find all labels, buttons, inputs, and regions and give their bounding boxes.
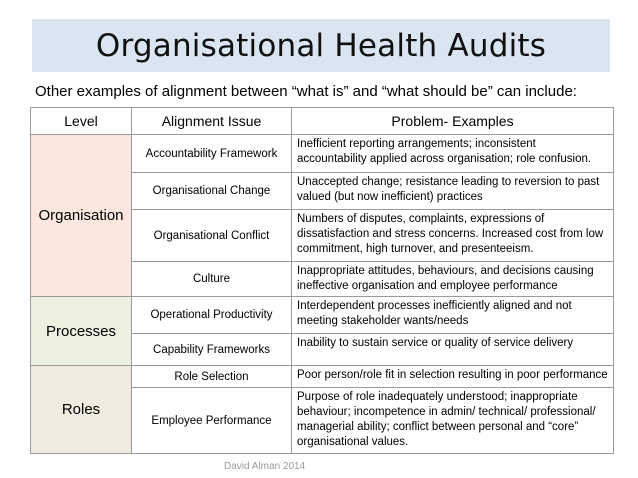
- issue-cell: Capability Frameworks: [132, 334, 292, 366]
- issue-cell: Operational Productivity: [132, 297, 292, 334]
- table-row: [31, 297, 614, 334]
- issue-cell: Employee Performance: [132, 388, 292, 454]
- header-alignment-issue: Alignment Issue: [132, 108, 292, 135]
- table-header-row: [31, 108, 614, 135]
- issue-cell: Organisational Change: [132, 173, 292, 210]
- problem-cell: Inappropriate attitudes, behaviours, and decisions causing ineffective organisation and employee performance: [292, 262, 614, 297]
- problem-cell: Interdependent processes inefficiently aligned and not meeting stakeholder wants/needs: [292, 297, 614, 334]
- issue-cell: Accountability Framework: [132, 135, 292, 173]
- header-level: Level: [31, 108, 132, 135]
- alignment-table: [30, 107, 614, 454]
- problem-cell: Inability to sustain service or quality of service delivery: [292, 334, 614, 366]
- header-problem-examples: Problem- Examples: [292, 108, 614, 135]
- subtitle: Other examples of alignment between “what is” and “what should be” can include:: [35, 83, 577, 100]
- problem-cell: Inefficient reporting arrangements; inconsistent accountability applied across organisation; role confusion.: [292, 135, 614, 173]
- level-organisation: Organisation: [31, 135, 132, 297]
- title-bar: [32, 19, 610, 72]
- problem-cell: Purpose of role inadequately understood; inappropriate behaviour; incompetence in admin/ technical/ professional/ managerial ability; conflict between personal and “core” organisational values.: [292, 388, 614, 454]
- table-row: [31, 366, 614, 388]
- page-title: Organisational Health Audits: [95, 27, 547, 64]
- table-row: [31, 135, 614, 173]
- issue-cell: Role Selection: [132, 366, 292, 388]
- issue-cell: Organisational Conflict: [132, 210, 292, 262]
- problem-cell: Unaccepted change; resistance leading to reversion to past valued (but now inefficient) practices: [292, 173, 614, 210]
- footer-credit: David Alman 2014: [224, 461, 306, 472]
- level-roles: Roles: [31, 366, 132, 454]
- issue-cell: Culture: [132, 262, 292, 297]
- level-processes: Processes: [31, 297, 132, 366]
- problem-cell: Poor person/role fit in selection resulting in poor performance: [292, 366, 614, 388]
- problem-cell: Numbers of disputes, complaints, expressions of dissatisfaction and stress concerns. Increased cost from low commitment, high turnover, and presenteeism.: [292, 210, 614, 262]
